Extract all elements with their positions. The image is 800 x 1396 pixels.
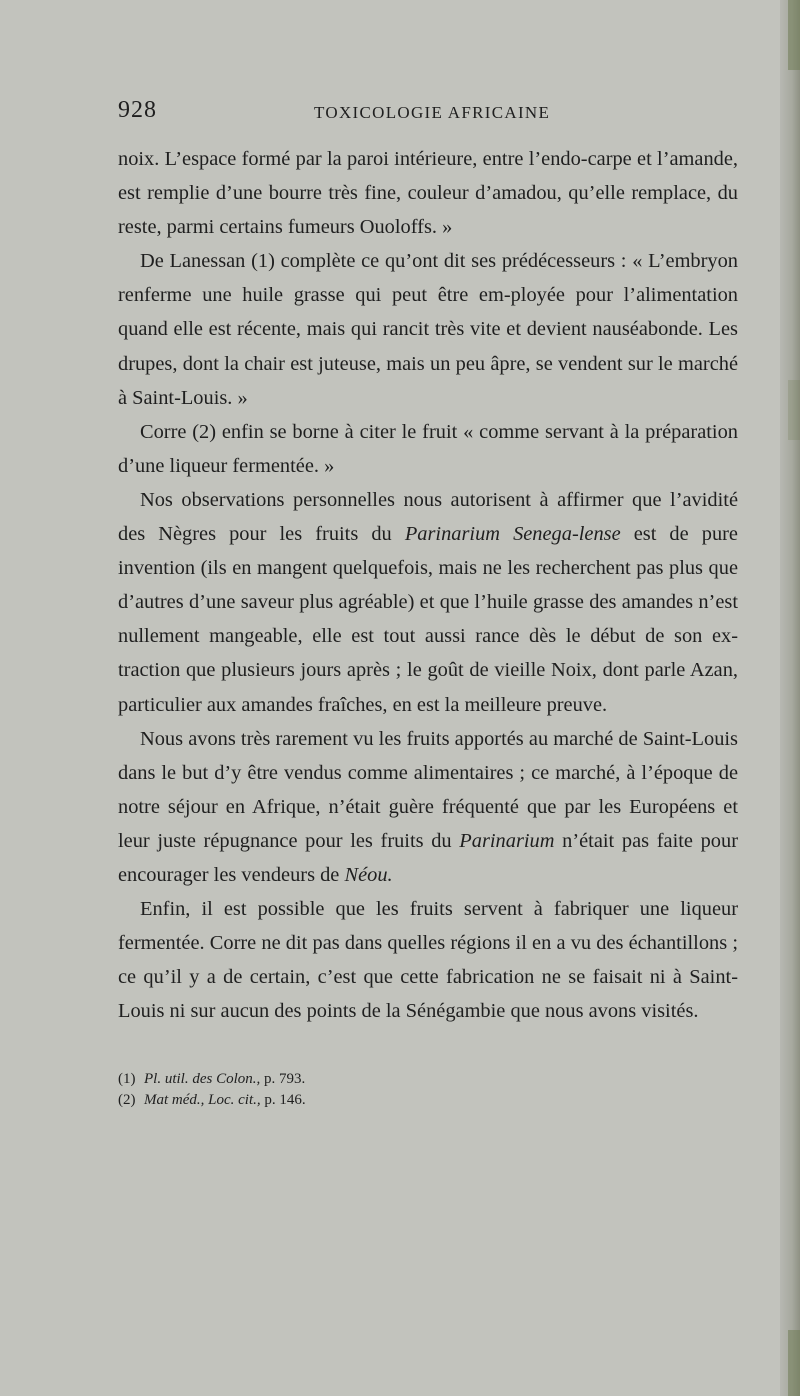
footnote-reference: Mat méd., Loc. cit.,: [144, 1092, 261, 1108]
footnote: [118, 1069, 738, 1090]
paragraph: [118, 415, 738, 483]
paragraph: [118, 892, 738, 1028]
footnote-page: p. 146.: [264, 1092, 306, 1108]
footnote: [118, 1090, 738, 1111]
text-run: noix. L’espace formé par la paroi intérieure, entre l’endo-carpe et l’amande, est remplie d’une bourre très fine, couleur d’amadou, qu’elle remplace, du reste, parmi certains fumeurs Ouoloffs. »: [118, 148, 738, 239]
paragraph: [118, 722, 738, 892]
page-number: 928: [118, 97, 157, 123]
italic-text: Parinarium: [459, 829, 555, 852]
text-run: De Lanessan (1) complète ce qu’ont dit ses prédécesseurs : « L’embryon renferme une huile grasse qui peut être em-ployée pour l’alimentation quand elle est récente, mais qui rancit très vite et devient nauséabonde. Les drupes, dont la chair est juteuse, mais un peu âpre, se vendent sur le marché à Saint-Louis. »: [118, 250, 738, 409]
italic-text: Parinarium Senega-lense: [404, 523, 621, 546]
paragraph: [118, 244, 738, 414]
text-run: Nous avons très rarement vu les fruits apportés au marché de Saint-Louis dans le but d’y être vendus comme alimentaires ; ce marché, à l’époque de notre séjour en Afrique, n’était guère fréquenté que par les Européens et leur juste répugnance pour les fruits du: [118, 727, 738, 852]
text-run: Corre (2) enfin se borne à citer le fruit « comme servant à la préparation d’une liqueur fermentée. »: [118, 420, 738, 477]
italic-text: Néou.: [344, 863, 393, 886]
footnote-reference: Pl. util. des Colon.,: [144, 1071, 261, 1087]
footnotes: [118, 1069, 738, 1111]
body-text: [118, 142, 738, 1028]
page-edge: [780, 0, 800, 1396]
page-header: [118, 97, 738, 127]
paragraph: [118, 483, 738, 722]
footnote-number: (1): [118, 1071, 136, 1087]
running-title: TOXICOLOGIE AFRICAINE: [314, 103, 551, 122]
paragraph: [118, 142, 738, 244]
footnote-page: p. 793.: [264, 1071, 306, 1087]
text-run: n’était pas faite pour encourager les vendeurs de: [118, 829, 738, 886]
text-run: Enfin, il est possible que les fruits servent à fabriquer une liqueur fermentée. Corre ne dit pas dans quelles régions il en a vu des échantillons ; ce qu’il y a de certain, c’est que cette fabrication ne se faisait ni à Saint-Louis ni sur aucun des points de la Sénégambie que nous avons visités.: [118, 898, 738, 1023]
text-run: est de pure invention (ils en mangent quelquefois, mais ne les recherchent pas plus que d’autres d’une saveur plus agréable) et que l’huile grasse des amandes n’est nullement mangeable, elle est tout aussi rance dès le début de son ex-traction que plusieurs jours après ; le goût de vieille Noix, dont parle Azan, particulier aux amandes fraîches, en est la meilleure preuve.: [118, 523, 738, 716]
footnote-number: (2): [118, 1092, 136, 1108]
text-run: Nos observations personnelles nous autorisent à affirmer que l’avidité des Nègres pour les fruits du: [118, 488, 738, 546]
